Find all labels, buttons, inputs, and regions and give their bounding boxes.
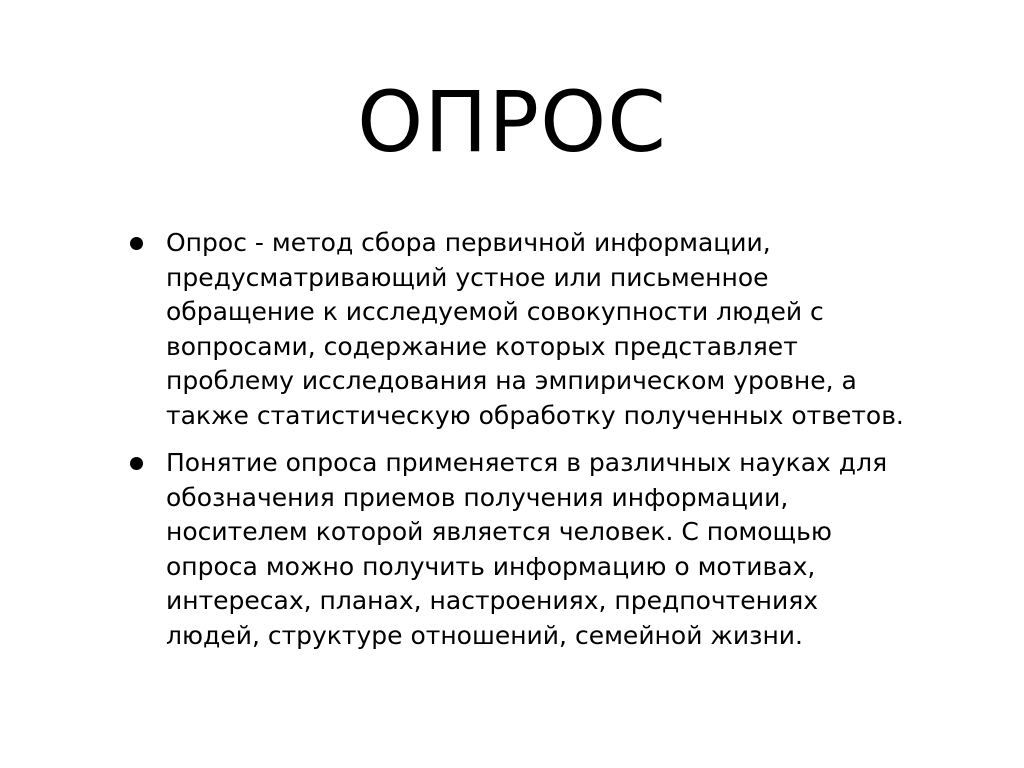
bullet-dot-icon	[130, 237, 143, 250]
bullet-text: Понятие опроса применяется в различных науках для обозначения приемов получения информации, носителем которой является человек. С помощью опроса можно получить информацию о мотивах, интересах, планах, настроениях, предпочтениях людей, структуре отношений, семейной жизни.	[166, 448, 888, 650]
bullet-item-application	[128, 446, 918, 653]
slide-title: ОПРОС	[357, 73, 667, 171]
bullet-item-definition	[128, 226, 918, 433]
bullet-text: Опрос - метод сбора первичной информации, предусматривающий устное или письменное обращение к исследуемой совокупности людей с вопросами, содержание которых представляет проблему исследования на эмпирическом уровне, а также статистическую обработку полученных ответов.	[166, 228, 904, 430]
bullet-dot-icon	[130, 457, 143, 470]
bullet-list	[128, 226, 918, 666]
